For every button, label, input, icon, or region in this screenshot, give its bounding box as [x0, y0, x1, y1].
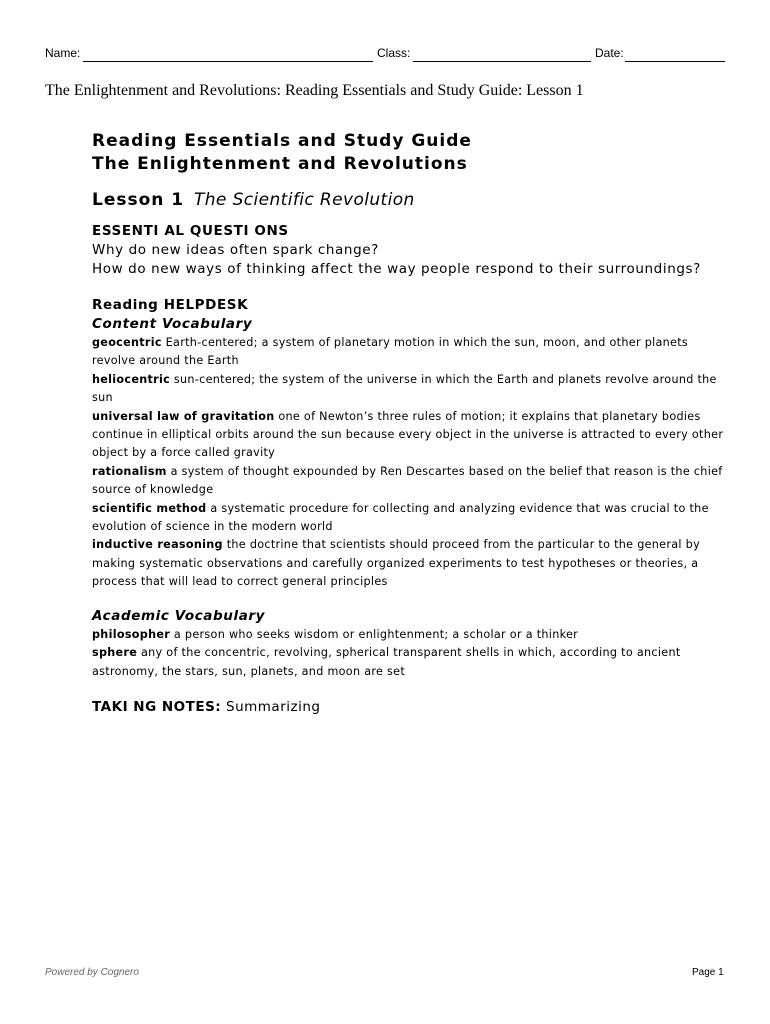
lesson-content [92, 130, 732, 717]
vocab-entry [92, 371, 732, 408]
vocab-term: geocentric [92, 336, 162, 349]
vocab-entry [92, 626, 732, 644]
name-label: Name: [45, 46, 81, 60]
vocab-term: scientific method [92, 501, 207, 515]
taking-notes-value: Summarizing [226, 698, 321, 715]
vocab-term: universal law of gravitation [92, 409, 275, 423]
vocab-definition: a person who seeks wisdom or enlightenment; a scholar or a thinker [173, 627, 579, 641]
vocab-entry [92, 644, 732, 681]
academic-vocabulary-heading: Academic Vocabulary [92, 607, 266, 624]
vocab-entry [92, 536, 732, 591]
lesson-number: Lesson 1 [92, 190, 185, 210]
class-label: Class: [377, 46, 411, 60]
guide-title-line-2: The Enlightenment and Revolutions [92, 154, 468, 174]
date-field-line[interactable] [625, 61, 725, 62]
taking-notes [92, 698, 732, 717]
date-label: Date: [595, 46, 624, 60]
vocab-entry [92, 408, 732, 463]
class-field-line[interactable] [413, 61, 591, 62]
taking-notes-label: TAKI NG NOTES: [92, 698, 222, 715]
vocab-term: philosopher [92, 627, 171, 641]
vocab-definition: Earth-centered; a system of planetary motion in which the sun, moon, and other planets revolve around the Earth [92, 336, 689, 368]
essential-question-1: Why do new ideas often spark change? [92, 242, 379, 258]
vocab-entry [92, 500, 732, 537]
vocab-term: sphere [92, 646, 138, 660]
vocab-definition: one of Newton’s three rules of motion; it explains that planetary bodies continue in elliptical orbits around the sun because every object in the universe is attracted to every other object by a force called gravity [92, 409, 724, 460]
lesson-heading [92, 188, 732, 212]
vocab-definition: sun-centered; the system of the universe in which the Earth and planets revolve around the sun [92, 372, 717, 405]
powered-by-footer: Powered by Cognero [45, 967, 139, 978]
vocab-definition: any of the concentric, revolving, spherical transparent shells in which, according to ancient astronomy, the stars, sun, planets, and moon are set [92, 646, 681, 678]
page-number: Page 1 [692, 967, 724, 978]
vocab-definition: the doctrine that scientists should proceed from the particular to the general by making systematic observations and carefully organized experiments to test hypotheses or theories, a process that will lead to correct general principles [92, 538, 700, 589]
reading-helpdesk-heading: Reading HELPDESK [92, 297, 249, 313]
document-subtitle: The Enlightenment and Revolutions: Reading Essentials and Study Guide: Lesson 1 [45, 82, 584, 99]
essential-questions-heading: ESSENTI AL QUESTI ONS [92, 223, 289, 239]
essential-question-2: How do new ways of thinking affect the way people respond to their surroundings? [92, 261, 701, 277]
vocab-definition: a system of thought expounded by Ren Descartes based on the belief that reason is the chief source of knowledge [92, 464, 723, 497]
vocab-term: rationalism [92, 464, 167, 478]
vocab-term: inductive reasoning [92, 538, 223, 552]
vocab-entry [92, 334, 732, 371]
lesson-name: The Scientific Revolution [193, 190, 415, 210]
student-info-header [45, 46, 725, 64]
guide-title-line-1: Reading Essentials and Study Guide [92, 131, 472, 151]
name-field-line[interactable] [83, 61, 373, 62]
vocab-entry [92, 463, 732, 500]
vocab-definition: a systematic procedure for collecting and analyzing evidence that was crucial to the evolution of science in the modern world [92, 501, 709, 534]
content-vocabulary-heading: Content Vocabulary [92, 316, 253, 332]
vocab-term: heliocentric [92, 372, 171, 386]
